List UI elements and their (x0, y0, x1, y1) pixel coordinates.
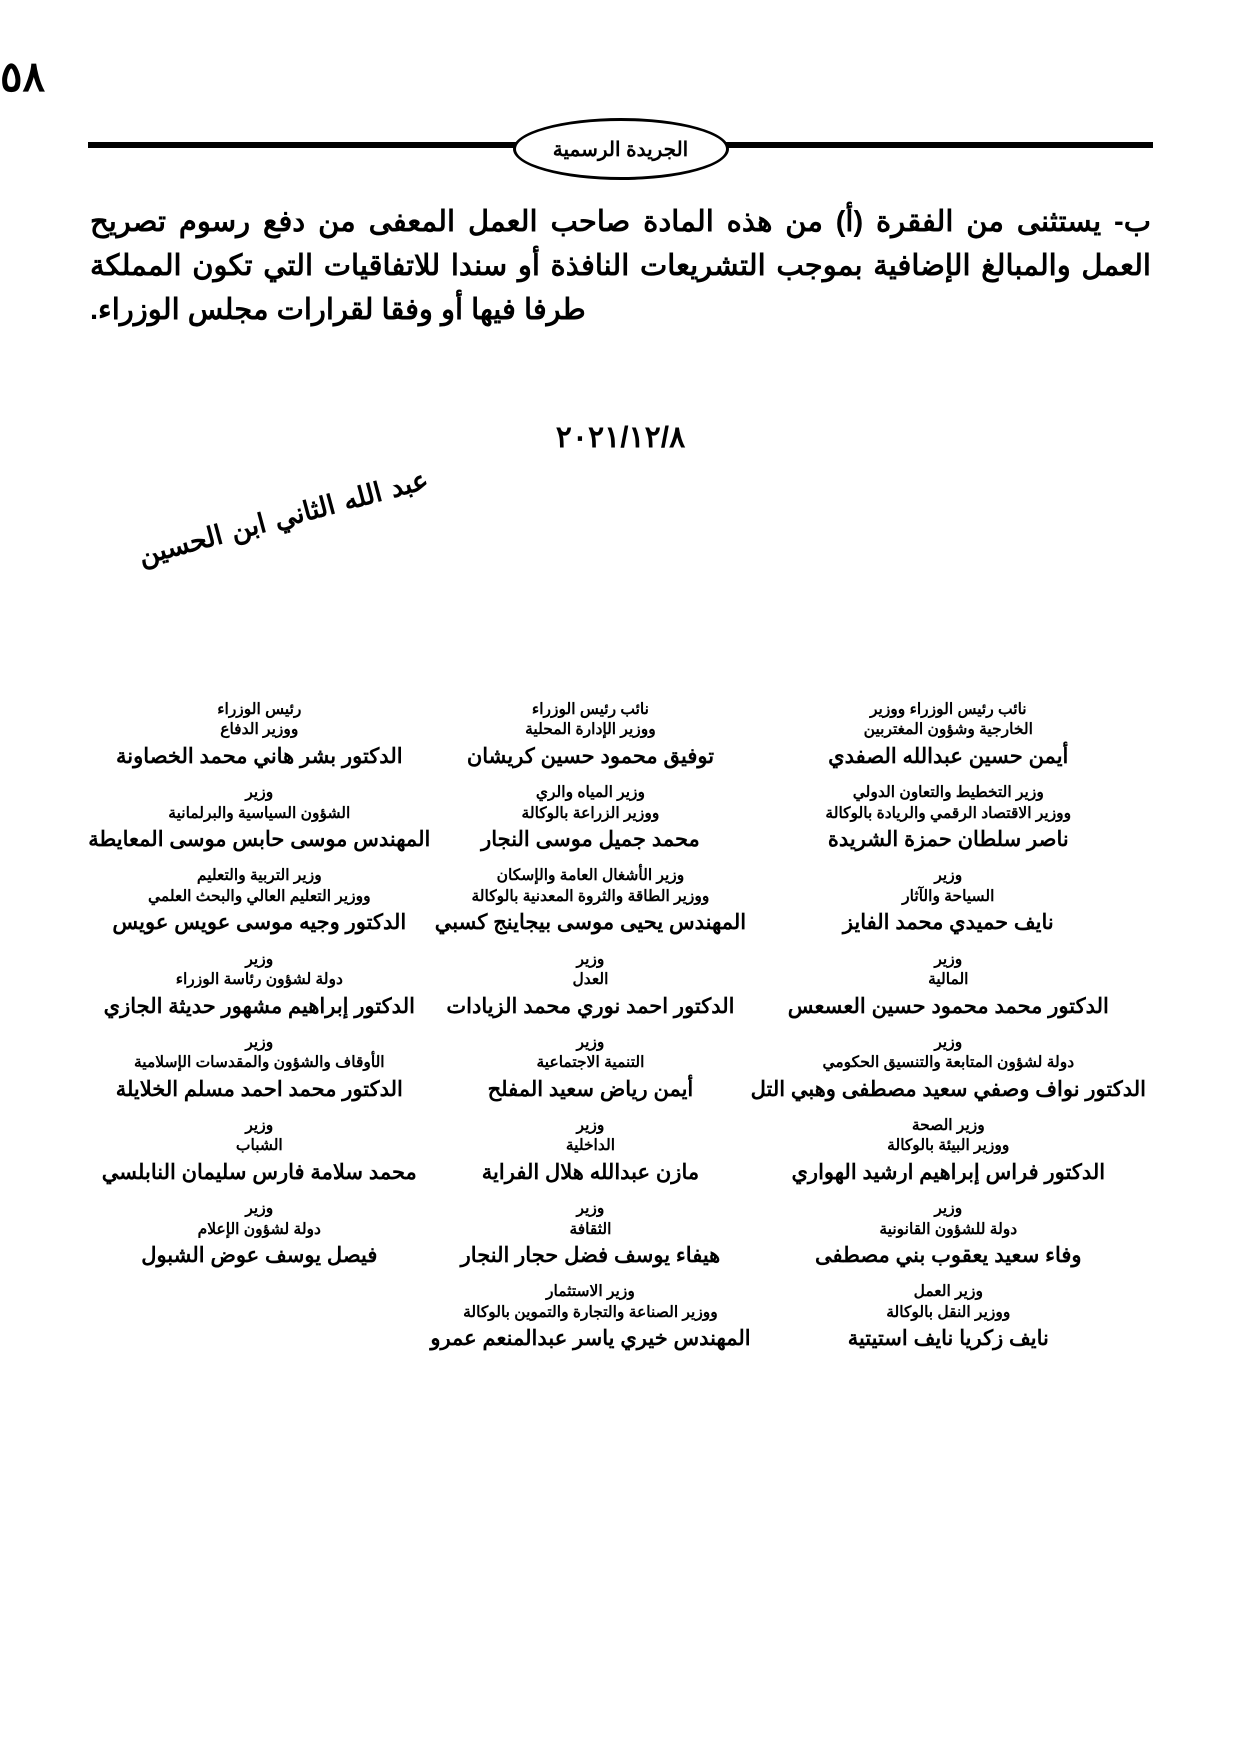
minister-entry (751, 783, 1146, 853)
minister-title: وزير (245, 1033, 274, 1051)
minister-title: السياحة والآثار (902, 887, 995, 905)
minister-title: وزير (934, 867, 963, 885)
page-header (88, 118, 1153, 180)
minister-entry (88, 783, 430, 853)
minister-title: المالية (928, 971, 969, 989)
ministers-column-2 (430, 700, 750, 1366)
minister-name: مازن عبدالله هلال الفراية (481, 1160, 700, 1184)
minister-name: محمد سلامة فارس سليمان النابلسي (101, 1160, 417, 1184)
minister-title: وزير (576, 950, 605, 968)
minister-name: الدكتور إبراهيم مشهور حديثة الجازي (103, 994, 415, 1018)
minister-name: أيمن رياض سعيد المفلح (487, 1077, 694, 1101)
minister-title: وزير (245, 1200, 274, 1218)
minister-name: أيمن حسين عبدالله الصفدي (828, 744, 1069, 768)
minister-name: الدكتور محمد محمود حسين العسعس (787, 994, 1109, 1018)
minister-name: المهندس خيري ياسر عبدالمنعم عمرو (430, 1327, 751, 1351)
minister-name: توفيق محمود حسين كريشان (466, 744, 715, 768)
minister-title: ووزير الزراعة بالوكالة (521, 804, 660, 822)
minister-name: الدكتور محمد احمد مسلم الخلايلة (115, 1077, 403, 1101)
minister-title: ووزير الصناعة والتجارة والتموين بالوكالة (463, 1303, 718, 1321)
minister-entry (430, 1199, 750, 1269)
minister-name: ناصر سلطان حمزة الشريدة (827, 828, 1069, 852)
minister-title: وزير المياه والري (535, 784, 646, 802)
minister-name: محمد جميل موسى النجار (481, 828, 700, 852)
minister-title: الشباب (235, 1137, 283, 1155)
minister-title: دولة لشؤون رئاسة الوزراء (175, 971, 343, 989)
minister-title: وزير الأشغال العامة والإسكان (496, 867, 685, 885)
minister-title: الشؤون السياسية والبرلمانية (168, 804, 351, 822)
minister-entry (751, 1199, 1146, 1269)
minister-title: وزير (576, 1033, 605, 1051)
clause-paragraph: ب- يستثنى من الفقرة (أ) من هذه المادة صاحب العمل المعفى من دفع رسوم تصريح العمل والمبالغ الإضافية بموجب التشريعات النافذة أو سندا للاتفاقيات التي تكون المملكة طرفا فيها أو وفقا لقرارات مجلس الوزراء. (90, 206, 1151, 327)
minister-name: المهندس يحيى موسى بيجاينج كسبي (434, 911, 747, 935)
minister-entry (430, 1116, 750, 1186)
minister-entry (430, 950, 750, 1020)
ministers-column-3 (88, 700, 430, 1366)
minister-title: دولة لشؤون المتابعة والتنسيق الحكومي (822, 1054, 1075, 1072)
minister-title: دولة للشؤون القانونية (879, 1220, 1018, 1238)
minister-title: الخارجية وشؤون المغتربين (863, 721, 1033, 739)
minister-entry (430, 783, 750, 853)
minister-title: ووزير الدفاع (220, 721, 299, 739)
minister-title: وزير (934, 1200, 963, 1218)
minister-title: رئيس الوزراء (217, 701, 302, 718)
minister-title: الثقافة (569, 1220, 612, 1238)
minister-entry (751, 1282, 1146, 1352)
minister-name: المهندس موسى حابس موسى المعايطة (88, 828, 431, 852)
page-number (0, 52, 1153, 102)
minister-entry (430, 700, 750, 770)
minister-title: دولة لشؤون الإعلام (197, 1220, 321, 1238)
ministers-column-1 (751, 700, 1146, 1366)
minister-name: الدكتور بشر هاني محمد الخصاونة (116, 744, 403, 768)
minister-title: وزير (934, 1033, 963, 1051)
minister-title: ووزير الإدارة المحلية (525, 721, 656, 739)
minister-entry (88, 700, 430, 770)
minister-title: ووزير البيئة بالوكالة (887, 1137, 1010, 1155)
signature-text: عبد الله الثاني ابن الحسين (135, 464, 432, 572)
minister-entry (751, 950, 1146, 1020)
minister-title: وزير الصحة (911, 1117, 985, 1135)
minister-title: الأوقاف والشؤون والمقدسات الإسلامية (134, 1054, 385, 1072)
minister-entry (88, 1199, 430, 1269)
minister-title: وزير (576, 1200, 605, 1218)
minister-name: الدكتور فراس إبراهيم ارشيد الهواري (791, 1160, 1106, 1184)
minister-title: ووزير الطاقة والثروة المعدنية بالوكالة (471, 887, 710, 905)
minister-entry (430, 866, 750, 936)
gazette-title-oval: الجريدة الرسمية (513, 118, 729, 180)
minister-entry (88, 1116, 430, 1186)
minister-title: ووزير التعليم العالي والبحث العلمي (147, 887, 371, 905)
minister-name: نايف زكريا نايف استيتية (847, 1327, 1049, 1351)
minister-title: نائب رئيس الوزراء (531, 701, 649, 718)
minister-entry (88, 866, 430, 936)
minister-name: نايف حميدي محمد الفايز (842, 911, 1054, 935)
minister-title: التنمية الاجتماعية (536, 1054, 645, 1072)
minister-name: فيصل يوسف عوض الشبول (141, 1244, 378, 1268)
minister-name: وفاء سعيد يعقوب بني مصطفى (814, 1244, 1082, 1268)
issue-date: ٢٠٢١/١٢/٨ (555, 421, 686, 454)
minister-title: وزير التخطيط والتعاون الدولي (852, 784, 1044, 802)
minister-entry (751, 700, 1146, 770)
minister-title: وزير (934, 950, 963, 968)
minister-title: وزير الاستثمار (546, 1283, 635, 1301)
minister-name: الدكتور وجيه موسى عويس عويس (112, 911, 407, 935)
minister-title: وزير (245, 950, 274, 968)
royal-signature (120, 460, 472, 671)
minister-title: وزير (245, 784, 274, 802)
ministers-signature-block (88, 700, 1146, 1366)
minister-title: ووزير الاقتصاد الرقمي والريادة بالوكالة (825, 804, 1072, 822)
minister-title: نائب رئيس الوزراء ووزير (869, 701, 1027, 718)
minister-name: الدكتور نواف وصفي سعيد مصطفى وهبي التل (750, 1077, 1146, 1101)
minister-title: العدل (572, 971, 609, 989)
minister-name: هيفاء يوسف فضل حجار النجار (460, 1244, 721, 1268)
minister-name: الدكتور احمد نوري محمد الزيادات (446, 994, 735, 1018)
minister-title: وزير (576, 1117, 605, 1135)
minister-entry (751, 1116, 1146, 1186)
minister-entry (88, 950, 430, 1020)
minister-entry (430, 1282, 750, 1352)
minister-entry (88, 1033, 430, 1103)
minister-title: وزير (245, 1117, 274, 1135)
page-number-value: ٥٨ (0, 55, 46, 101)
minister-title: وزير التربية والتعليم (196, 867, 322, 885)
minister-title: ووزير النقل بالوكالة (886, 1303, 1011, 1321)
minister-title: الداخلية (565, 1137, 616, 1155)
minister-entry (751, 866, 1146, 936)
minister-title: وزير العمل (913, 1283, 983, 1301)
minister-entry (430, 1033, 750, 1103)
minister-entry (751, 1033, 1146, 1103)
